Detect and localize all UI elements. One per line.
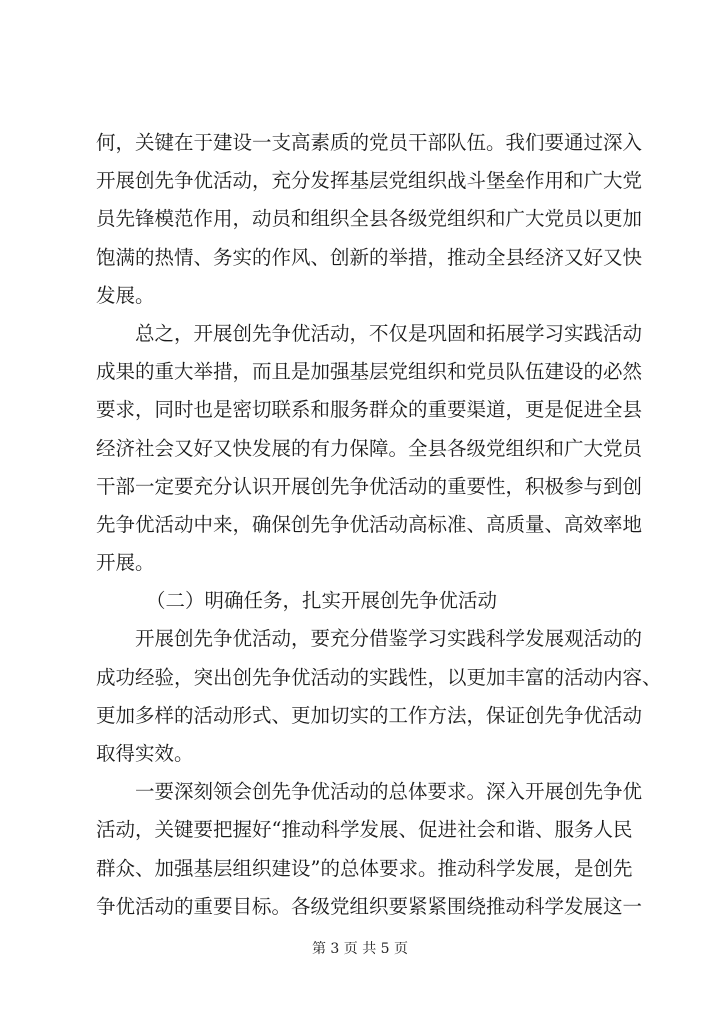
text-line: 活动，关键要把握好“推动科学发展、促进社会和谐、服务人民 — [96, 818, 633, 842]
text-line: 更加多样的活动形式、更加切实的工作方法，保证创先争优活动 — [96, 703, 643, 727]
paragraph-start: 一要深刻领会创先争优活动的总体要求。深入开展创先争优 — [135, 780, 643, 804]
page-footer — [0, 938, 720, 958]
text-line: 发展。 — [96, 283, 155, 307]
text-line: 要求，同时也是密切联系和服务群众的重要渠道，更是促进全县 — [96, 398, 643, 422]
text-line: 取得实效。 — [96, 742, 194, 765]
paragraph-start: 总之，开展创先争优活动，不仅是巩固和拓展学习实践活动 — [135, 321, 643, 345]
section-heading: （二）明确任务，扎实开展创先争优活动 — [146, 589, 498, 613]
text-line: 开展创先争优活动，充分发挥基层党组织战斗堡垒作用和广大党 — [96, 169, 643, 193]
page-number: 第 3 页 共 5 页 — [311, 941, 409, 957]
text-line: 经济社会又好又快发展的有力保障。全县各级党组织和广大党员 — [96, 436, 643, 460]
text-line: 争优活动的重要目标。各级党组织要紧紧围绕推动科学发展这一 — [96, 894, 643, 918]
paragraph-start: 开展创先争优活动，要充分借鉴学习实践科学发展观活动的 — [135, 627, 643, 651]
text-line: 饱满的热情、务实的作风、创新的举措，推动全县经济又好又快 — [96, 245, 643, 269]
body-text — [96, 124, 662, 926]
text-line: 何，关键在于建设一支高素质的党员干部队伍。我们要通过深入 — [96, 131, 643, 154]
text-line: 员先锋模范作用，动员和组织全县各级党组织和广大党员以更加 — [96, 207, 643, 231]
text-line: 群众、加强基层组织建设”的总体要求。推动科学发展，是创先 — [96, 856, 633, 880]
text-line: 成功经验，突出创先争优活动的实践性，以更加丰富的活动内容、 — [96, 665, 662, 689]
text-line: 干部一定要充分认识开展创先争优活动的重要性，积极参与到创 — [96, 474, 643, 498]
text-line: 开展。 — [96, 551, 155, 575]
text-line: 成果的重大举措，而且是加强基层党组织和党员队伍建设的必然 — [96, 360, 643, 384]
text-line: 先争优活动中来，确保创先争优活动高标准、高质量、高效率地 — [96, 512, 643, 536]
